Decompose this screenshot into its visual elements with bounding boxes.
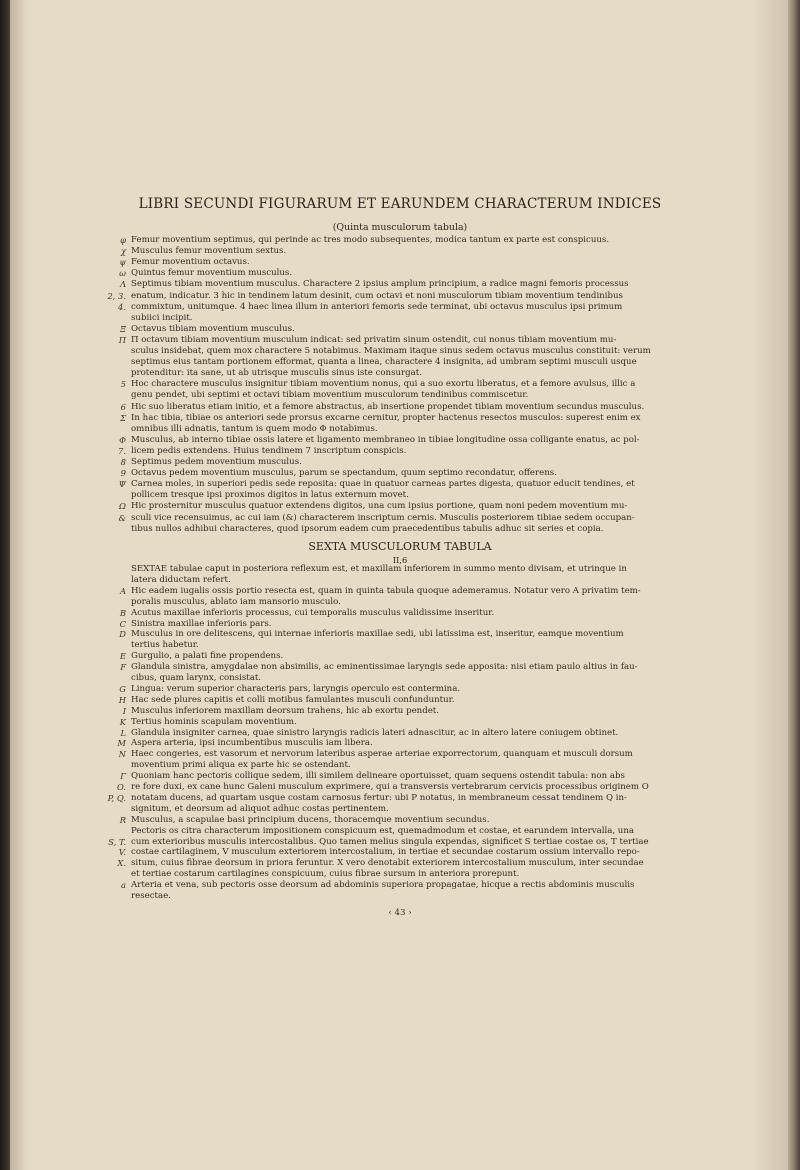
line-text: commixtum, unitumque. 4 haec linea illum in anteriori femoris sede terminat, ubi octavus musculus ipsi primum xyxy=(131,301,623,312)
margin-marker: K xyxy=(119,716,126,727)
margin-marker: L xyxy=(120,727,126,738)
text-line xyxy=(0,890,800,903)
line-text: tibus nullos adhibui characteres, quod ipsorum eadem cum praecedentibus tabulis adhuc sit series et copia. xyxy=(131,523,604,534)
margin-marker: B xyxy=(119,607,126,618)
line-text: Musculus, a scapulae basi principium ducens, thoracemque moventium secundus. xyxy=(131,814,490,825)
margin-marker: φ xyxy=(120,235,126,245)
line-text: enatum, indicatur. 3 hic in tendinem latum desinit, cum octavi et noni musculorum tibiam moventium tendinibus xyxy=(131,290,623,301)
margin-marker: Φ xyxy=(119,434,126,445)
margin-marker: Σ xyxy=(120,412,126,423)
line-text: Π octavum tibiam moventium musculum indicat: sed privatim sinum ostendit, cui nonus tibiam moventium mu- xyxy=(131,334,617,345)
line-text: pollicem tresque ipsi proximos digitos in latus externum movet. xyxy=(131,490,409,501)
table-subtitle: (Quinta musculorum tabula) xyxy=(332,222,468,233)
margin-marker: 7. xyxy=(118,445,126,456)
line-text: subiici incipit. xyxy=(131,312,193,323)
line-text: signitum, et deorsum ad aliquot adhuc costas pertinentem. xyxy=(131,803,389,814)
line-text: Glandula insigniter carnea, quae sinistro laryngis radicis lateri adnascitur, ac in altero latere coniugem obtinet. xyxy=(131,727,619,738)
line-text: genu pendet, ubi septimi et octavi tibiam moventium musculorum tendinibus commiscetur. xyxy=(131,390,529,401)
margin-marker: 9 xyxy=(120,468,126,479)
line-text: Hac sede plures capitis et colli motibus famulantes musculi confunduntur. xyxy=(131,694,455,705)
margin-marker: R xyxy=(119,814,126,825)
margin-marker: F xyxy=(120,662,126,673)
line-text: resectae. xyxy=(131,891,171,901)
margin-marker: I xyxy=(122,705,126,716)
line-text: Femur moventium septimus, qui perinde ac tres modo subsequentes, modica tantum ex parte est conspicuus. xyxy=(131,235,610,245)
line-text: Quoniam hanc pectoris collique sedem, illi similem delineare oportuisset, quam sequens ostendit tabula: non abs xyxy=(131,771,625,782)
margin-marker: 5 xyxy=(120,379,126,390)
line-text: Hic prosternitur musculus quatuor extendens digitos, una cum ipsius portione, quam noni pedem moventium mu- xyxy=(131,501,628,512)
margin-marker: 6 xyxy=(120,401,126,412)
margin-marker: Ξ xyxy=(120,323,126,334)
line-text: tertius habetur. xyxy=(131,640,199,651)
line-text: Arteria et vena, sub pectoris osse deorsum ad abdominis superiora propagatae, hicque a rectis abdominis musculis xyxy=(131,880,635,891)
line-text: Sinistra maxillae inferioris pars. xyxy=(131,618,272,629)
line-text: Musculus, ab interno tibiae ossis latere et ligamento membraneo in tibiae longitudine ossa colligante enatus, ac pol- xyxy=(131,434,640,445)
line-text: Pectoris os citra characterum impositionem conspicuum est, quemadmodum et costae, et earundem intervalla, una xyxy=(131,825,634,836)
line-text: Femur moventium octavus. xyxy=(131,257,250,268)
line-text: omnibus illi adnatis, tantum is quem modo Φ notabimus. xyxy=(131,423,378,434)
line-text: Lingua: verum superior characteris pars, laryngis operculo est contermina. xyxy=(131,683,461,694)
margin-marker: & xyxy=(118,512,126,523)
margin-marker: P, Q. xyxy=(107,792,126,803)
margin-marker: O. xyxy=(116,782,126,792)
line-text: Octavus tibiam moventium musculus. xyxy=(131,323,295,334)
line-text: In hac tibia, tibiae os anteriori sede prorsus excarne cernitur, propter hactenus resectos musculos: superest enim ex xyxy=(131,412,641,423)
line-text: SEXTAE tabulae caput in posteriora reflexum est, et maxillam inferiorem in summo mento divisam, et utrinque in xyxy=(131,564,627,574)
margin-marker: a xyxy=(121,880,126,891)
line-text: moventium primi aliqua ex parte hic se ostendant. xyxy=(131,760,351,771)
line-text: cum exterioribus musculis intercostalibus. Quo tamen melius singula expendas, significet S tertiae costae os, T tertiae xyxy=(131,836,649,847)
margin-marker: C xyxy=(119,618,126,629)
margin-marker: H xyxy=(118,694,126,705)
line-text: protenditur: ita sane, ut ab utrisque musculis sinus iste consurgat. xyxy=(131,368,422,379)
line-text: Gurgulio, a palati fine propendens. xyxy=(131,651,284,662)
line-text: Septimus pedem moventium musculus. xyxy=(131,457,302,467)
line-text: Tertius hominis scapulam moventium. xyxy=(131,716,297,727)
margin-marker: G xyxy=(119,683,126,694)
margin-marker: χ xyxy=(120,246,126,257)
line-text: Acutus maxillae inferioris processus, cui temporalis musculus validissime inseritur. xyxy=(131,607,495,618)
line-text: septimus eius tantam portionem efformat, quanta a linea, charactere 4 insignita, ad umbram septimi musculi usque xyxy=(131,357,637,368)
line-text: Hic suo liberatus etiam initio, et a femore abstractus, ab insertione propendet tibiam moventium secundus musculus. xyxy=(131,401,645,412)
margin-marker: Ω xyxy=(119,501,126,512)
page-number: ‹ 43 › xyxy=(388,908,412,918)
margin-marker: X. xyxy=(117,858,126,869)
line-text: Quintus femur moventium musculus. xyxy=(131,268,293,279)
section-reference: II,6 xyxy=(392,555,408,565)
margin-marker: S, T. xyxy=(108,836,126,847)
line-text: Septimus tibiam moventium musculus. Charactere 2 ipsius amplum principium, a radice magni femoris processus xyxy=(131,279,629,290)
line-text: Glandula sinistra, amygdalae non absimilis, ac eminentissimae laryngis sede apposita: nisi etiam paulo altius in fau- xyxy=(131,662,638,673)
line-text: Octavus pedem moventium musculus, parum se spectandum, quum septimo recondatur, offerens. xyxy=(131,468,557,479)
margin-marker: D xyxy=(119,629,126,640)
section-heading: SEXTA MUSCULORUM TABULA xyxy=(308,540,492,553)
line-text: latera diductam refert. xyxy=(131,574,231,585)
margin-marker: 2, 3. xyxy=(107,290,126,301)
margin-marker: A xyxy=(119,585,126,596)
margin-marker: Π xyxy=(118,334,126,345)
line-text: situm, cuius fibrae deorsum in priora feruntur. X vero denotabit exteriorem intercostalium musculum, inter secundae xyxy=(131,858,644,869)
margin-marker: Γ xyxy=(120,771,126,782)
line-text: Haec congeries, est vasorum et nervorum lateribus asperae arteriae exporrectorum, quanquam et musculi dorsum xyxy=(131,749,633,760)
line-text: notatam ducens, ad quartam usque costam carnosus fertur: ubi P notatus, in membraneum cessat tendinem Q in- xyxy=(131,792,627,803)
margin-marker: ψ xyxy=(119,257,126,268)
line-text: cibus, quam larynx, consistat. xyxy=(131,673,262,683)
margin-marker: V. xyxy=(118,847,126,858)
margin-marker: 8 xyxy=(120,457,126,467)
line-text: Musculus femur moventium sextus. xyxy=(131,246,287,257)
line-text: Aspera arteria, ipsi incumbentibus musculis iam libera. xyxy=(131,738,373,749)
line-text: poralis musculus, ablato iam mansorio musculo. xyxy=(131,596,341,607)
line-text: sculi vice recensuimus, ac cui iam (&) characterem inscriptum cernis. Musculis posteriorem tibiae sedem occupan- xyxy=(131,512,635,523)
margin-marker: M xyxy=(117,738,126,749)
line-text: re fore duxi, ex cane hunc Galeni musculum exprimere, qui a transversis vertebrarum cervicis processibus originem O xyxy=(131,782,649,792)
line-text: sculus insidebat, quem mox charactere 5 notabimus. Maximam itaque sinus sedem octavus musculus constituit: verum xyxy=(131,346,651,356)
line-text: Musculus inferiorem maxillam deorsum trahens, hic ab exortu pendet. xyxy=(131,705,439,716)
margin-marker: Ψ xyxy=(118,479,126,490)
line-text: licem pedis extendens. Huius tendinem 7 inscriptum conspicis. xyxy=(131,445,407,456)
line-text: Hoc charactere musculus insignitur tibiam moventium nonus, qui a suo exortu liberatus, et a femore avulsus, illic a xyxy=(131,379,636,390)
line-text: et tertiae costarum cartilagines conspicuum, cuius fibrae sursum in anteriora prorepunt. xyxy=(131,869,520,880)
page-title: LIBRI SECUNDI FIGURARUM ET EARUNDEM CHARACTERUM INDICES xyxy=(138,196,662,212)
line-text: Carnea moles, in superiori pedis sede reposita: quae in quatuor carneas partes digesta, quatuor educit tendines, et xyxy=(131,479,635,490)
line-text: costae cartilaginem, V musculum exteriorem intercostalium, in tertiae et secundae costarum ossium intervallo repo- xyxy=(131,847,640,858)
text-line xyxy=(0,523,800,536)
margin-marker: 4. xyxy=(118,301,126,312)
margin-marker: N xyxy=(118,749,126,760)
margin-marker: E xyxy=(119,651,126,662)
margin-marker: ω xyxy=(119,268,126,279)
line-text: Musculus in ore delitescens, qui internae inferioris maxillae sedi, ubi latissima est, inseritur, eamque moventium xyxy=(131,629,624,640)
line-text: Hic eadem iugalis ossis portio resecta est, quam in quinta tabula quoque ademeramus. Notatur vero A privatim tem- xyxy=(131,585,641,596)
margin-marker: Λ xyxy=(119,279,126,290)
